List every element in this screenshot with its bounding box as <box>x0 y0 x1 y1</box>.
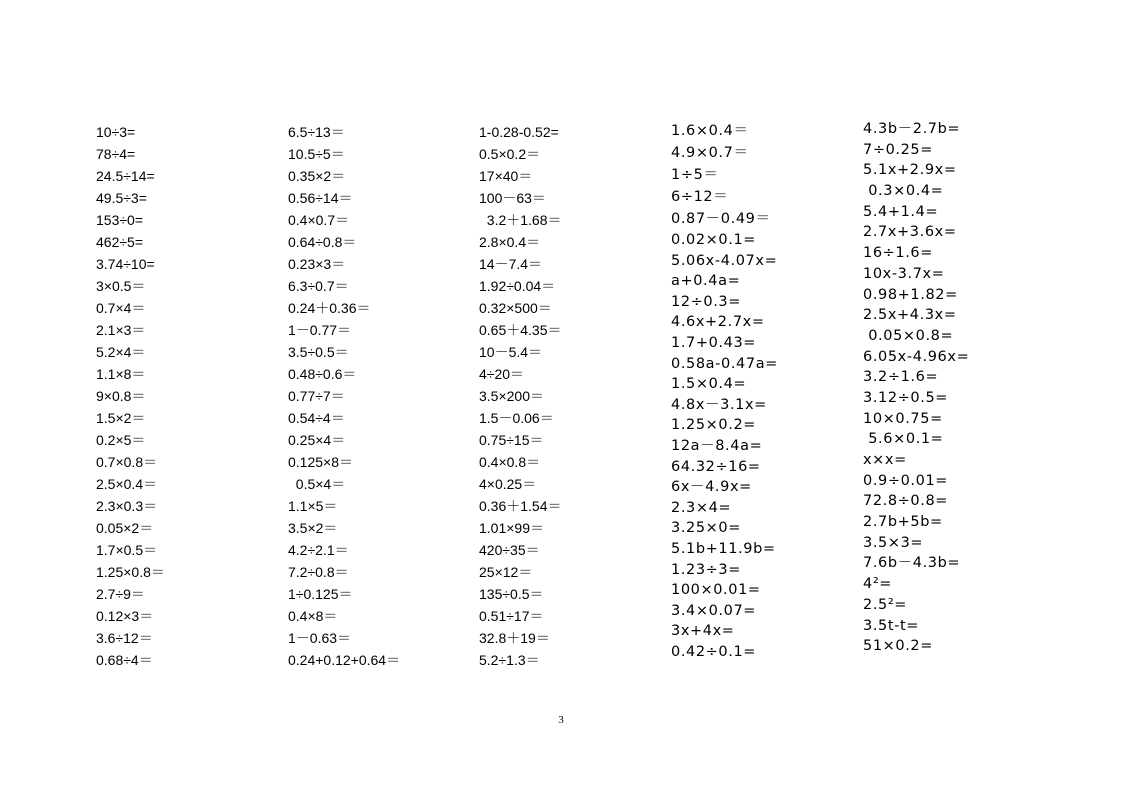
problem-item: 0.7×4＝ <box>96 300 146 316</box>
problem-item: 0.3×0.4= <box>863 183 944 200</box>
problem-item: 0.56÷14＝ <box>288 190 353 206</box>
problem-item: 3.25×0= <box>671 520 742 537</box>
problem-item: 0.5×4＝ <box>288 476 346 492</box>
problem-item: 1.92÷0.04＝ <box>479 278 556 294</box>
problem-item: 0.48÷0.6＝ <box>288 366 357 382</box>
problem-item: 3.74÷10= <box>96 256 155 272</box>
problem-item: 3.4×0.07= <box>671 602 757 619</box>
problem-item: 4.3b－2.7b= <box>863 121 961 137</box>
problem-item: 6.3÷0.7＝ <box>288 278 349 294</box>
problem-item: 2.7x+3.6x= <box>863 224 957 241</box>
problem-item: 5.4+1.4= <box>863 203 939 220</box>
problem-item: 1-0.28-0.52= <box>479 124 559 140</box>
problem-item: 5.6×0.1= <box>863 431 944 448</box>
problem-item: 2.5x+4.3x= <box>863 307 957 324</box>
problem-item: 3.12÷0.5= <box>863 389 949 406</box>
problem-item: 3.5×2＝ <box>288 520 338 536</box>
problem-item: 0.25×4＝ <box>288 432 346 448</box>
problem-item: 100×0.01= <box>671 582 761 599</box>
problem-item: 1.7×0.5＝ <box>96 542 158 558</box>
problem-item: 4.6x+2.7x= <box>671 314 765 331</box>
problem-item: 24.5÷14= <box>96 168 155 184</box>
problem-item: 0.2×5＝ <box>96 432 146 448</box>
problem-item: 4÷20＝ <box>479 366 525 382</box>
problem-item: 32.8＋19＝ <box>479 630 550 646</box>
problem-item: 5.1b+11.9b= <box>671 540 776 557</box>
problem-item: 4.9×0.7＝ <box>671 145 749 161</box>
problem-item: 0.75÷15＝ <box>479 432 544 448</box>
problem-item: 64.32÷16= <box>671 458 761 475</box>
problem-column-4 <box>671 120 778 662</box>
problem-item: 2.7b+5b= <box>863 514 943 531</box>
problem-item: 25×12＝ <box>479 564 533 580</box>
problem-item: 6.5÷13＝ <box>288 124 345 140</box>
problem-item: 0.87－0.49＝ <box>671 211 771 227</box>
problem-item: 72.8÷0.8= <box>863 493 949 510</box>
problem-item: 1－0.77＝ <box>288 322 352 338</box>
problem-item: 10.5÷5＝ <box>288 146 345 162</box>
problem-item: 0.77÷7＝ <box>288 388 345 404</box>
problem-item: 1.7+0.43= <box>671 334 757 351</box>
problem-item: 100－63＝ <box>479 190 546 206</box>
problem-item: 0.12×3＝ <box>96 608 154 624</box>
problem-item: 7.2÷0.8＝ <box>288 564 349 580</box>
problem-item: 3.5×3= <box>863 534 924 551</box>
problem-item: 6÷12＝ <box>671 189 729 205</box>
problem-item: 1－0.63＝ <box>288 630 352 646</box>
problem-item: 6.05x-4.96x= <box>863 348 970 365</box>
problem-item: 10×0.75= <box>863 410 943 427</box>
problem-item: 1÷0.125＝ <box>288 586 353 602</box>
problem-item: 7÷0.25= <box>863 141 934 158</box>
problem-item: 0.35×2＝ <box>288 168 346 184</box>
problem-item: 4.8x－3.1x= <box>671 396 767 413</box>
problem-item: 14－7.4＝ <box>479 256 543 272</box>
problem-item: 2.8×0.4＝ <box>479 234 541 250</box>
problem-item: 12a－8.4a= <box>671 437 763 454</box>
problem-item: 3x+4x= <box>671 623 735 640</box>
problem-item: 0.05×2＝ <box>96 520 154 536</box>
problem-item: 3.5t-t= <box>863 617 920 634</box>
problem-item: a+0.4a= <box>671 273 741 290</box>
problem-item: 0.42÷0.1= <box>671 643 757 660</box>
problem-item: 1.25×0.8＝ <box>96 564 165 580</box>
problem-column-5 <box>863 119 969 657</box>
problem-item: 0.4×8＝ <box>288 608 338 624</box>
problem-item: 12÷0.3= <box>671 293 742 310</box>
problem-column-2 <box>288 121 400 671</box>
problem-item: 3.5×200＝ <box>479 388 544 404</box>
problem-item: 4×0.25＝ <box>479 476 537 492</box>
problem-item: 16÷1.6= <box>863 245 934 262</box>
problem-item: 420÷35＝ <box>479 542 540 558</box>
problem-item: 0.23×3＝ <box>288 256 346 272</box>
problem-item: 0.7×0.8＝ <box>96 454 158 470</box>
problem-item: 3.2＋1.68＝ <box>479 212 562 228</box>
problem-item: 0.64÷0.8＝ <box>288 234 357 250</box>
problem-item: 462÷5= <box>96 234 144 250</box>
problem-item: 0.32×500＝ <box>479 300 552 316</box>
problem-column-1 <box>96 121 165 671</box>
problem-item: 1.6×0.4＝ <box>671 123 749 139</box>
problem-item: 3.2÷1.6= <box>863 369 939 386</box>
problem-item: 51×0.2= <box>863 638 934 655</box>
problem-item: 5.2÷1.3＝ <box>479 652 540 668</box>
problem-item: 2.7÷9＝ <box>96 586 145 602</box>
problem-item: 5.1x+2.9x= <box>863 162 957 179</box>
problem-item: 3.5÷0.5＝ <box>288 344 349 360</box>
problem-item: 2.5×0.4＝ <box>96 476 158 492</box>
problem-item: 0.4×0.7＝ <box>288 212 350 228</box>
problem-item: 0.24+0.12+0.64＝ <box>288 652 401 668</box>
problem-item: 0.4×0.8＝ <box>479 454 541 470</box>
problem-column-3 <box>479 121 562 671</box>
problem-item: 4.2÷2.1＝ <box>288 542 349 558</box>
problem-item: 135÷0.5＝ <box>479 586 544 602</box>
problem-item: 0.5×0.2＝ <box>479 146 541 162</box>
problem-item: 0.51÷17＝ <box>479 608 544 624</box>
problem-item: 153÷0= <box>96 212 144 228</box>
problem-item: 10－5.4＝ <box>479 344 543 360</box>
problem-item: 0.36＋1.54＝ <box>479 498 562 514</box>
problem-item: 2.3×0.3＝ <box>96 498 158 514</box>
problem-item: 1.1×5＝ <box>288 498 338 514</box>
problem-item: 1.5－0.06＝ <box>479 410 554 426</box>
problem-item: 17×40＝ <box>479 168 533 184</box>
problem-item: 1.01×99＝ <box>479 520 544 536</box>
problem-item: 78÷4= <box>96 146 136 162</box>
problem-item: 9×0.8＝ <box>96 388 146 404</box>
problem-item: 3×0.5＝ <box>96 278 146 294</box>
problem-item: 0.54÷4＝ <box>288 410 345 426</box>
problem-item: 10÷3= <box>96 124 136 140</box>
problem-item: 4²= <box>863 576 892 593</box>
problem-item: 1.5×2＝ <box>96 410 146 426</box>
problem-item: 0.58a-0.47a= <box>671 355 778 372</box>
problem-item: 1.25×0.2= <box>671 417 757 434</box>
problem-item: 7.6b－4.3b= <box>863 555 961 572</box>
problem-item: 0.125×8＝ <box>288 454 353 470</box>
problem-item: 0.9÷0.01= <box>863 472 949 489</box>
problem-item: 2.5²= <box>863 596 908 613</box>
problem-item: 0.65＋4.35＝ <box>479 322 562 338</box>
problem-item: 1÷5＝ <box>671 167 719 183</box>
problem-item: 3.6÷12＝ <box>96 630 153 646</box>
problem-item: 0.05×0.8= <box>863 327 954 344</box>
problem-item: 2.1×3＝ <box>96 322 146 338</box>
problem-item: 6x－4.9x= <box>671 479 752 496</box>
problem-item: 5.06x-4.07x= <box>671 252 778 269</box>
problem-item: 2.3×4= <box>671 499 732 516</box>
problem-item: 0.98+1.82= <box>863 286 958 303</box>
problem-item: 49.5÷3= <box>96 190 147 206</box>
problem-item: x×x= <box>863 452 907 468</box>
problem-item: 10x-3.7x= <box>863 265 945 282</box>
problem-item: 1.1×8＝ <box>96 366 146 382</box>
problem-item: 5.2×4＝ <box>96 344 146 360</box>
problem-item: 1.23÷3= <box>671 561 742 578</box>
problem-item: 1.5×0.4= <box>671 376 747 393</box>
problem-item: 0.24＋0.36＝ <box>288 300 371 316</box>
problem-item: 0.68÷4＝ <box>96 652 153 668</box>
problem-item: 0.02×0.1= <box>671 232 757 248</box>
page-number: 3 <box>558 714 564 726</box>
